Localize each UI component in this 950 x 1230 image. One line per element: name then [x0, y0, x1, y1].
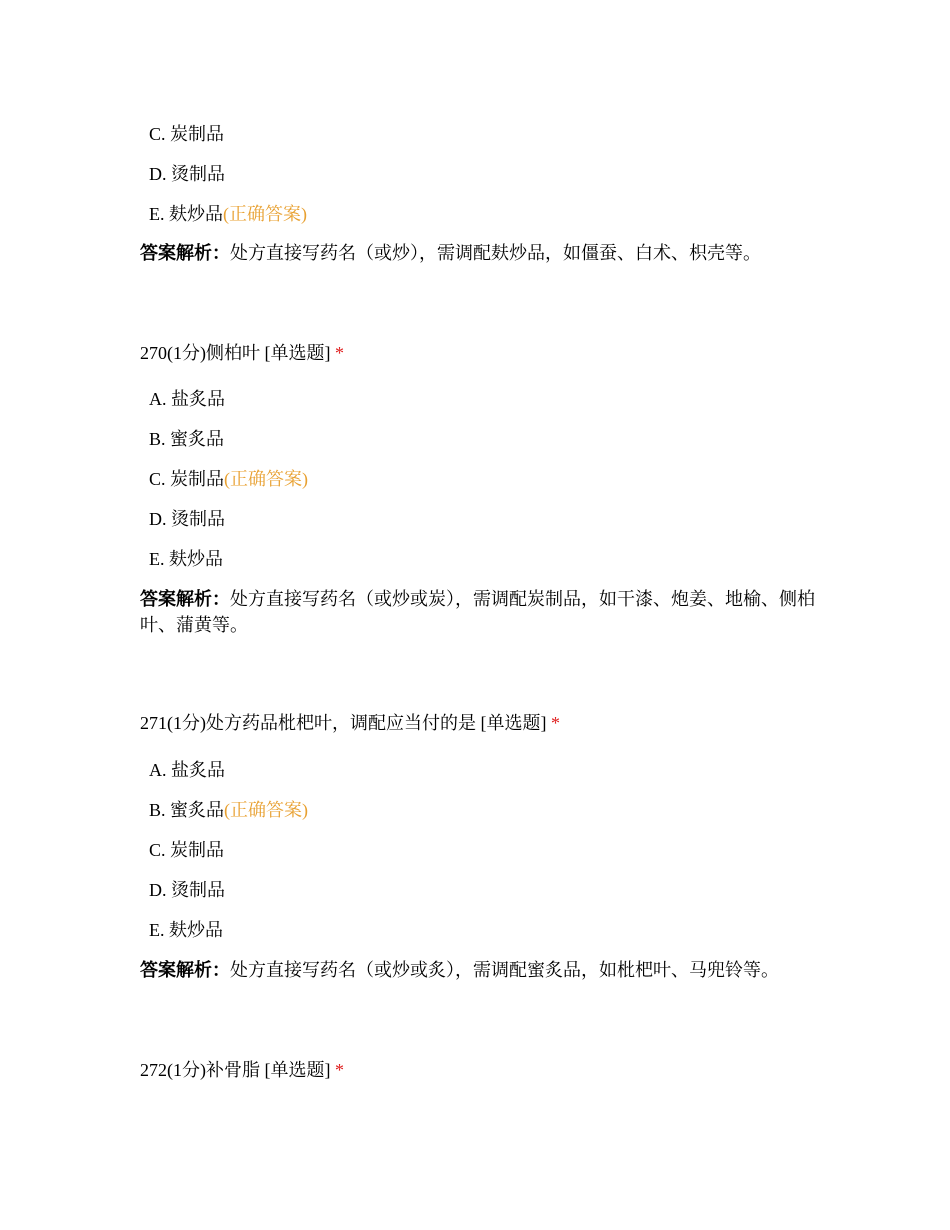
- option-label: D. 烫制品: [149, 164, 225, 184]
- option-e: [149, 202, 307, 226]
- answer-explanation: [140, 586, 820, 638]
- option-b: [149, 798, 308, 822]
- answer-explanation: [140, 957, 820, 983]
- explanation-text: 处方直接写药名（或炒），需调配麸炒品，如僵蚕、白术、枳壳等。: [230, 243, 761, 263]
- option-label: E. 麸炒品: [149, 204, 223, 224]
- option-d: [149, 507, 225, 531]
- option-label: C. 炭制品: [149, 840, 225, 860]
- option-a: [149, 387, 225, 411]
- option-label: D. 烫制品: [149, 509, 225, 529]
- required-mark: *: [334, 343, 344, 363]
- option-e: [149, 547, 223, 571]
- explanation-text: 处方直接写药名（或炒或炙），需调配蜜炙品，如枇杷叶、马兜铃等。: [230, 960, 779, 980]
- option-label: D. 烫制品: [149, 880, 225, 900]
- question-text: 270(1分)侧柏叶 [单选题]: [140, 343, 331, 363]
- option-d: [149, 878, 225, 902]
- correct-answer-mark: (正确答案): [224, 800, 309, 820]
- required-mark: *: [550, 713, 560, 733]
- option-label: A. 盐炙品: [149, 760, 225, 780]
- explanation-label: 答案解析：: [140, 960, 230, 980]
- option-label: C. 炭制品: [149, 124, 225, 144]
- option-label: C. 炭制品: [149, 469, 225, 489]
- explanation-label: 答案解析：: [140, 243, 230, 263]
- option-c: [149, 838, 224, 862]
- option-c: [149, 467, 308, 491]
- correct-answer-mark: (正确答案): [223, 204, 307, 224]
- option-c: [149, 122, 224, 146]
- option-a: [149, 758, 225, 782]
- explanation-label: 答案解析：: [140, 589, 230, 609]
- option-b: [149, 427, 224, 451]
- option-e: [149, 918, 223, 942]
- option-label: E. 麸炒品: [149, 920, 223, 940]
- question-title: [140, 1058, 344, 1082]
- correct-answer-mark: (正确答案): [224, 469, 309, 489]
- question-text: 272(1分)补骨脂 [单选题]: [140, 1060, 331, 1080]
- option-d: [149, 162, 225, 186]
- option-label: B. 蜜炙品: [149, 429, 225, 449]
- explanation-text: 处方直接写药名（或炒或炭），需调配炭制品，如干漆、炮姜、地榆、侧柏叶、蒲黄等。: [140, 589, 815, 635]
- option-label: B. 蜜炙品: [149, 800, 225, 820]
- question-title: [140, 711, 560, 735]
- question-title: [140, 341, 344, 365]
- option-label: A. 盐炙品: [149, 389, 225, 409]
- question-text: 271(1分)处方药品枇杷叶，调配应当付的是 [单选题]: [140, 713, 547, 733]
- option-label: E. 麸炒品: [149, 549, 223, 569]
- required-mark: *: [334, 1060, 344, 1080]
- answer-explanation: [140, 240, 820, 266]
